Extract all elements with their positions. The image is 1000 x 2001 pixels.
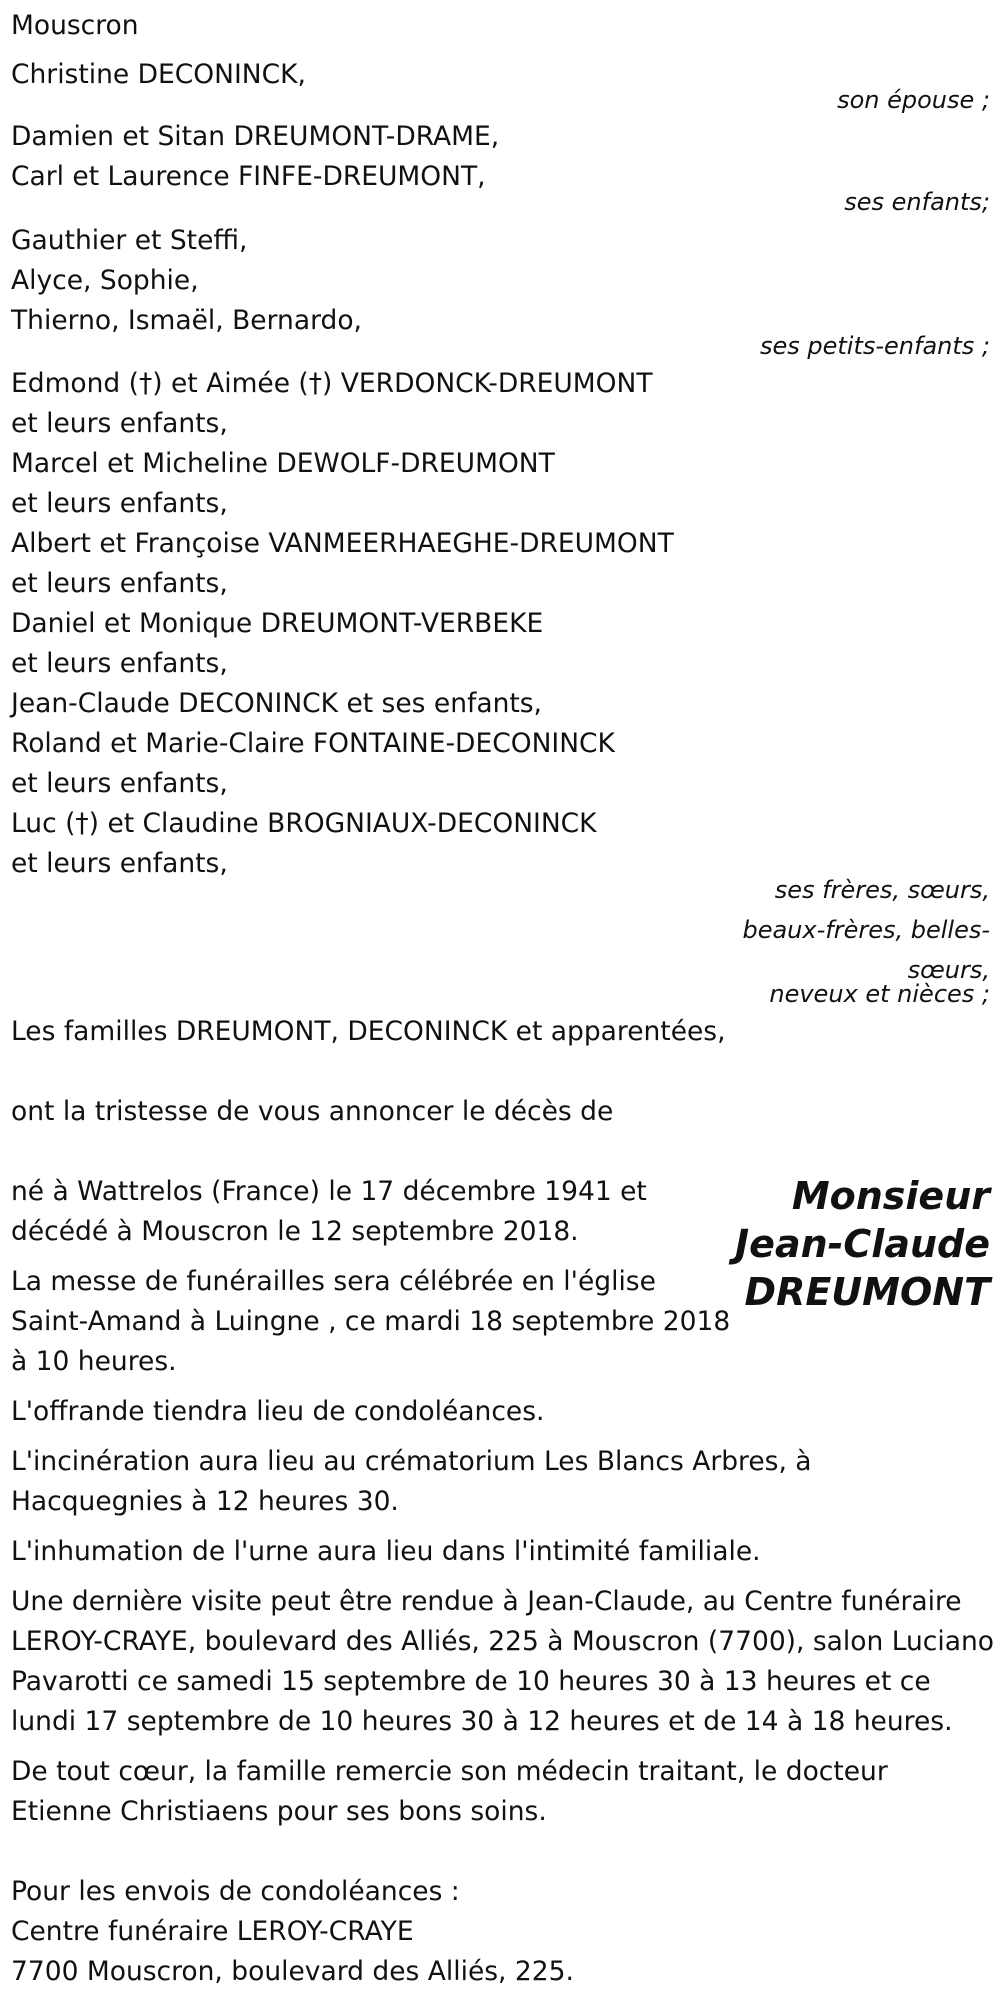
cremation-line: L'incinération aura lieu au crématorium Les Blancs Arbres, à (11, 1446, 812, 1477)
visit-line: lundi 17 septembre de 10 heures 30 à 12 heures et de 14 à 18 heures. (11, 1706, 953, 1737)
sibling-line: et leurs enfants, (11, 768, 228, 799)
sibling-line: et leurs enfants, (11, 408, 228, 439)
sibling-line: et leurs enfants, (11, 488, 228, 519)
sibling-line: et leurs enfants, (11, 848, 228, 879)
cremation-line: Hacquegnies à 12 heures 30. (11, 1486, 399, 1517)
sibling-line: Edmond (†) et Aimée (†) VERDONCK-DREUMONT (11, 368, 653, 399)
condolences-address: 7700 Mouscron, boulevard des Alliés, 225. (11, 1956, 574, 1987)
location-heading: Mouscron (11, 10, 139, 41)
thanks-line: Etienne Christiaens pour ses bons soins. (11, 1796, 547, 1827)
siblings-role-line: neveux et nièces ; (769, 980, 990, 1008)
mass-line: La messe de funérailles sera célébrée en l'église (11, 1266, 656, 1297)
sibling-line: et leurs enfants, (11, 648, 228, 679)
siblings-role-line: sœurs, (907, 956, 990, 984)
deceased-last-name: DREUMONT (744, 1270, 990, 1314)
child-line: Carl et Laurence FINFE-DREUMONT, (11, 161, 486, 192)
children-role: ses enfants; (844, 188, 990, 216)
deceased-first-name: Jean-Claude (735, 1222, 990, 1266)
siblings-role-line: beaux-frères, belles- (742, 916, 990, 944)
deceased-name (690, 1172, 990, 1316)
visit-line: Pavarotti ce samedi 15 septembre de 10 heures 30 à 13 heures et ce (11, 1666, 931, 1697)
families-line: Les familles DREUMONT, DECONINCK et apparentées, (11, 1016, 726, 1047)
grandchild-line: Alyce, Sophie, (11, 265, 199, 296)
thanks-line: De tout cœur, la famille remercie son médecin traitant, le docteur (11, 1756, 888, 1787)
sibling-line: et leurs enfants, (11, 568, 228, 599)
inhumation-line: L'inhumation de l'urne aura lieu dans l'intimité familiale. (11, 1536, 761, 1567)
mass-line: à 10 heures. (11, 1346, 177, 1377)
announce-line: ont la tristesse de vous annoncer le décès de (11, 1096, 614, 1127)
grandchildren-role: ses petits-enfants ; (759, 332, 990, 360)
grandchild-line: Thierno, Ismaël, Bernardo, (11, 305, 362, 336)
visit-line: Une dernière visite peut être rendue à Jean-Claude, au Centre funéraire (11, 1586, 962, 1617)
deceased-title: Monsieur (791, 1174, 990, 1218)
grandchild-line: Gauthier et Steffi, (11, 225, 248, 256)
sibling-line: Marcel et Micheline DEWOLF-DREUMONT (11, 448, 555, 479)
offering-line: L'offrande tiendra lieu de condoléances. (11, 1396, 545, 1427)
spouse-name: Christine DECONINCK, (11, 59, 306, 90)
sibling-line: Albert et Françoise VANMEERHAEGHE-DREUMONT (11, 528, 674, 559)
sibling-line: Daniel et Monique DREUMONT-VERBEKE (11, 608, 544, 639)
condolences-heading: Pour les envois de condoléances : (11, 1876, 460, 1907)
sibling-line: Roland et Marie-Claire FONTAINE-DECONINCK (11, 728, 615, 759)
sibling-line: Luc (†) et Claudine BROGNIAUX-DECONINCK (11, 808, 597, 839)
birth-line: décédé à Mouscron le 12 septembre 2018. (11, 1216, 579, 1247)
spouse-role: son épouse ; (837, 86, 990, 114)
mass-line: Saint-Amand à Luingne , ce mardi 18 septembre 2018 (11, 1306, 731, 1337)
siblings-role-line: ses frères, sœurs, (774, 876, 990, 904)
birth-line: né à Wattrelos (France) le 17 décembre 1941 et (11, 1176, 647, 1207)
child-line: Damien et Sitan DREUMONT-DRAME, (11, 121, 500, 152)
sibling-line: Jean-Claude DECONINCK et ses enfants, (11, 688, 542, 719)
visit-line: LEROY-CRAYE, boulevard des Alliés, 225 à Mouscron (7700), salon Luciano (11, 1626, 994, 1657)
condolences-name: Centre funéraire LEROY-CRAYE (11, 1916, 414, 1947)
